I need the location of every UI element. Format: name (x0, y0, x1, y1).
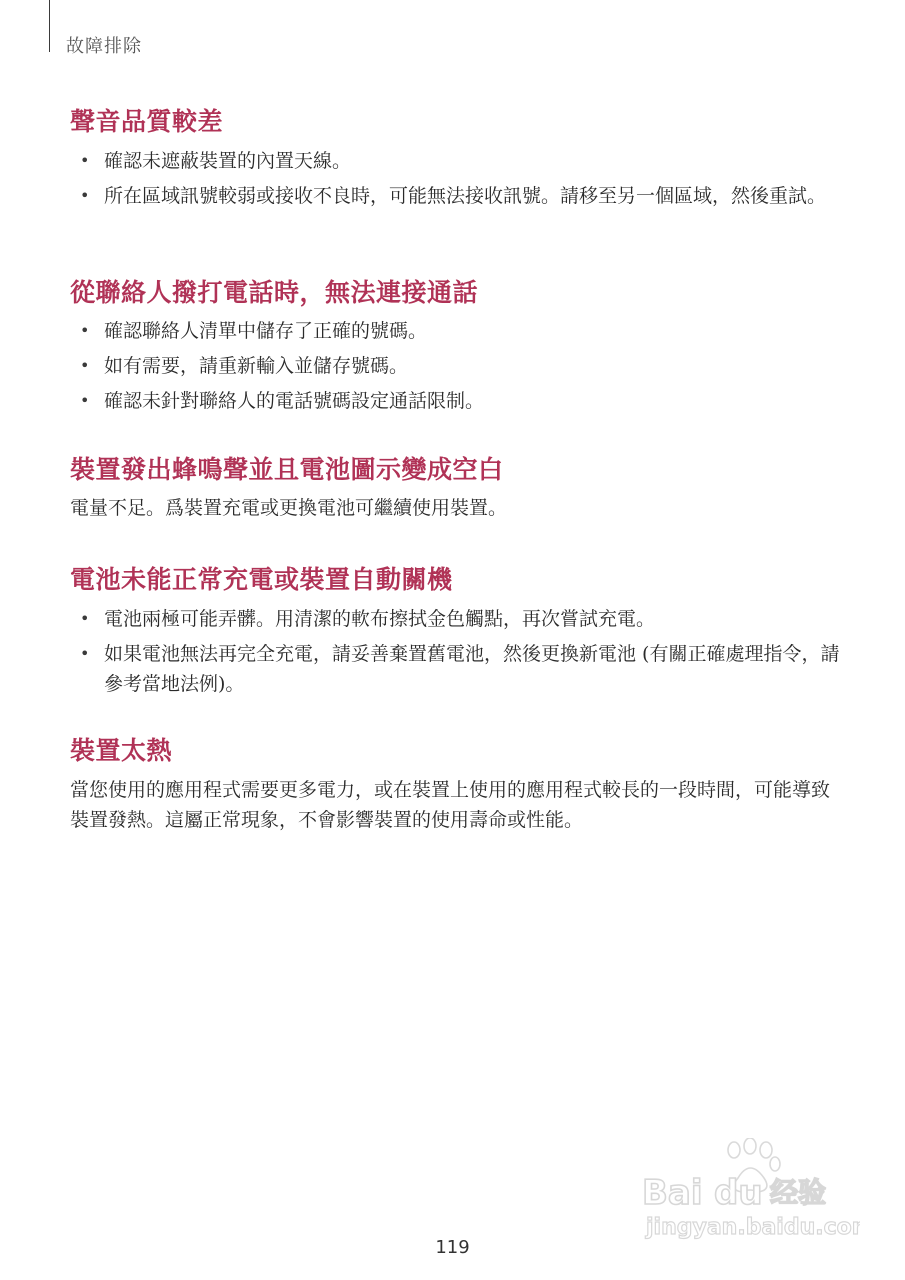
section-poor-sound-quality (70, 104, 840, 211)
list-item-text: 如果電池無法再完全充電，請妥善棄置舊電池，然後更換新電池 (有關正確處理指令，請參考當地法例)。 (104, 643, 840, 695)
section-device-too-hot (70, 733, 840, 835)
list-item-text: 確認未針對聯絡人的電話號碼設定通話限制。 (104, 390, 485, 412)
section-paragraph: 當您使用的應用程式需要更多電力，或在裝置上使用的應用程式較長的一段時間，可能導致裝置發熱。這屬正常現象，不會影響裝置的使用壽命或性能。 (70, 779, 831, 831)
bullet-icon: • (80, 609, 90, 628)
header-rule (49, 0, 50, 52)
section-paragraph: 電量不足。爲裝置充電或更換電池可繼續使用裝置。 (70, 497, 508, 519)
bullet-icon: • (80, 151, 90, 170)
list-item (70, 604, 840, 634)
list-item (70, 316, 840, 346)
section-heading: 裝置太熱 (70, 736, 173, 765)
bullet-icon: • (80, 356, 90, 375)
list-item-text: 確認未遮蔽裝置的內置天線。 (104, 150, 352, 172)
svg-text:jingyan.baidu.com: jingyan.baidu.com (646, 1215, 860, 1240)
section-beeping-battery-empty (70, 452, 840, 523)
bullet-list (70, 604, 840, 699)
list-item (70, 351, 840, 381)
section-call-not-connected (70, 275, 840, 416)
list-item-text: 電池兩極可能弄髒。用清潔的軟布擦拭金色觸點，再次嘗試充電。 (104, 608, 656, 630)
bullet-icon: • (80, 321, 90, 340)
bullet-icon: • (80, 391, 90, 410)
list-item-text: 確認聯絡人清單中儲存了正確的號碼。 (104, 320, 428, 342)
baidu-jingyan-watermark (638, 1138, 860, 1248)
list-item-text: 如有需要，請重新輸入並儲存號碼。 (104, 355, 409, 377)
svg-text:经验: 经验 (770, 1176, 827, 1209)
svg-text:du: du (714, 1173, 763, 1213)
section-battery-not-charging (70, 562, 840, 699)
section-heading: 裝置發出蜂鳴聲並且電池圖示變成空白 (70, 455, 504, 484)
running-head: 故障排除 (66, 36, 142, 57)
list-item (70, 639, 840, 699)
list-item (70, 146, 840, 176)
section-heading: 聲音品質較差 (70, 107, 224, 136)
list-item (70, 386, 840, 416)
paw-logo-icon (638, 1138, 860, 1248)
list-item-text: 所在區域訊號較弱或接收不良時，可能無法接收訊號。請移至另一個區域，然後重試。 (104, 185, 827, 207)
page-number: 119 (435, 1237, 470, 1258)
bullet-icon: • (80, 644, 90, 663)
section-heading: 電池未能正常充電或裝置自動關機 (70, 565, 453, 594)
bullet-icon: • (80, 186, 90, 205)
bullet-list (70, 316, 840, 416)
bullet-list (70, 146, 840, 211)
svg-text:Bai: Bai (642, 1173, 703, 1213)
section-heading: 從聯絡人撥打電話時，無法連接通話 (70, 278, 479, 307)
list-item (70, 181, 840, 211)
